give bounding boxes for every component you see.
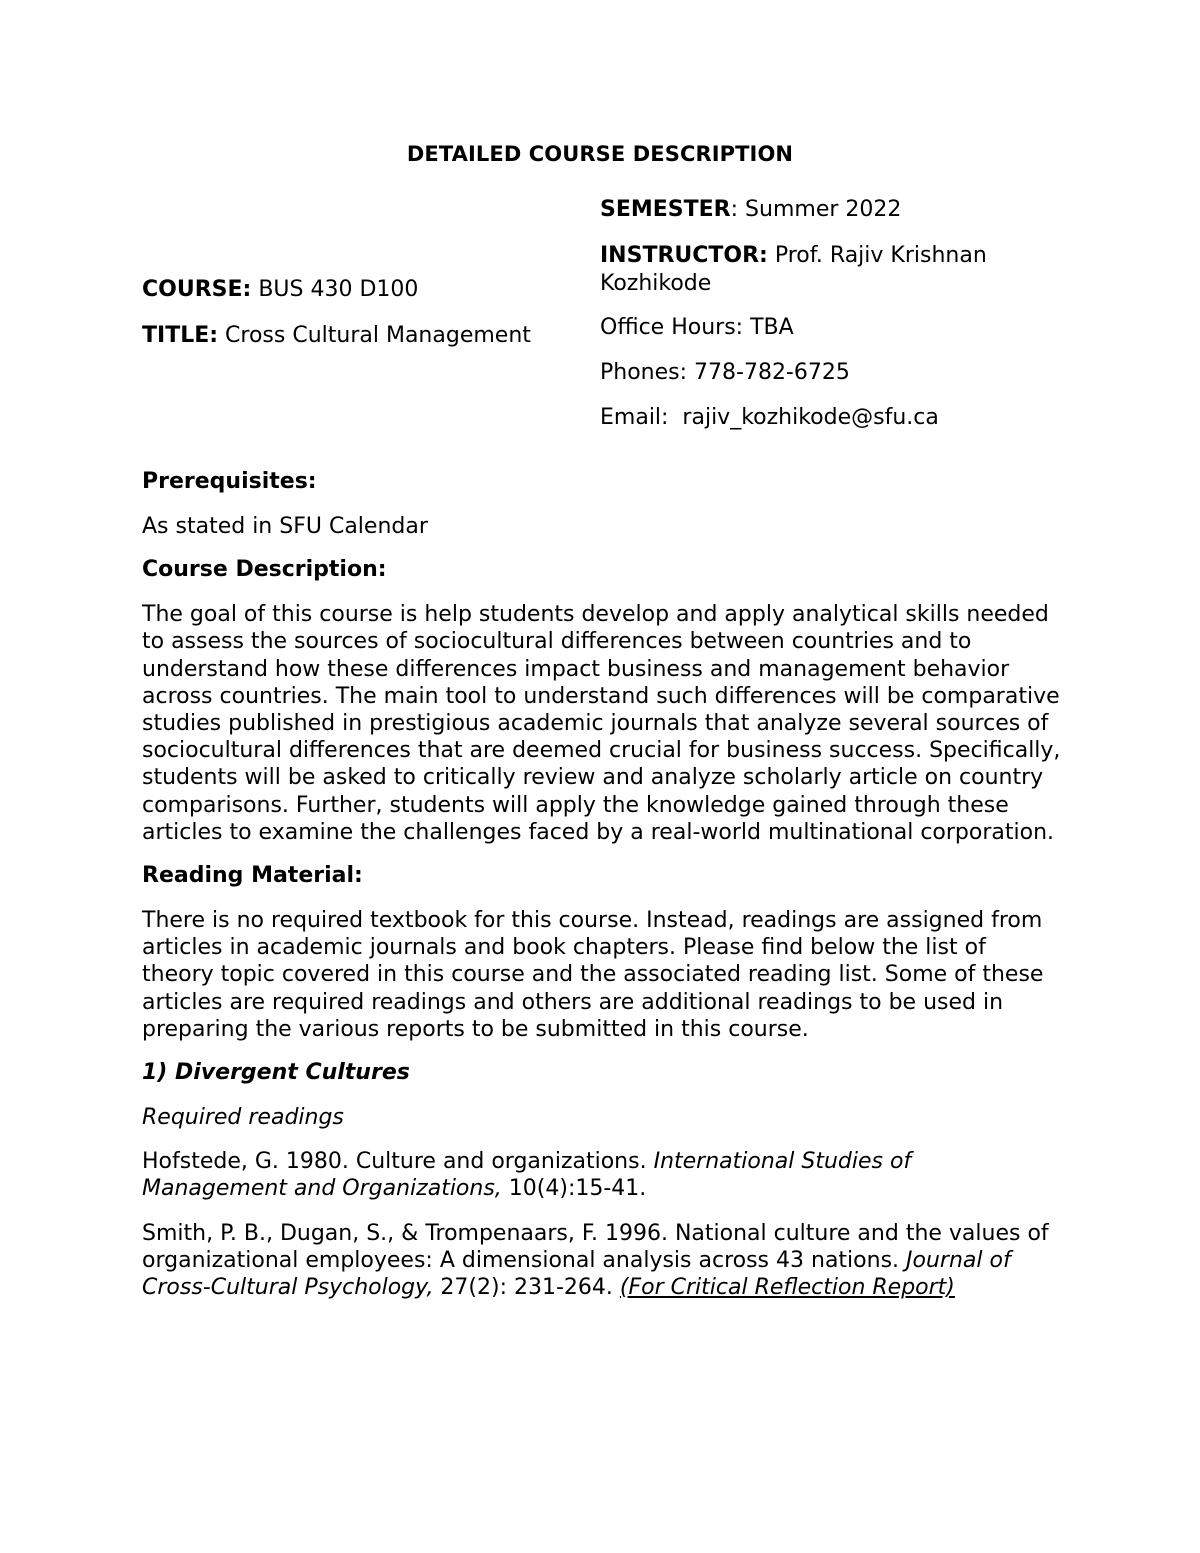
required-readings-subheading: Required readings [142,1105,344,1131]
semester-field [600,196,1060,224]
main-content [142,468,1062,1301]
reference-hofstede [142,1148,1062,1202]
title-field [142,322,582,350]
topic-1-heading: 1) Divergent Cultures [142,1060,410,1086]
instructor-value: Prof. Rajiv Krishnan Kozhikode [600,243,987,296]
phones: Phones: 778-782-6725 [600,360,850,385]
reading-material-heading: Reading Material: [142,863,363,889]
course-value: BUS 430 D100 [258,277,419,302]
prerequisites-heading: Prerequisites: [142,469,317,494]
email: Email: rajiv_kozhikode@sfu.ca [600,405,939,430]
course-label: COURSE: [142,277,252,302]
prerequisites-text: As stated in SFU Calendar [142,514,428,539]
document-title: DETAILED COURSE DESCRIPTION [406,142,794,166]
reference-text: Hofstede, G. 1980. Culture and organizations. [142,1149,654,1175]
semester-value: Summer 2022 [745,197,902,222]
semester-label: SEMESTER [600,197,731,222]
office-hours: Office Hours: TBA [600,315,794,340]
reference-smith [142,1220,1062,1302]
instructor-info-column [600,196,1060,432]
reference-volume: 27(2): 231-264. [433,1275,620,1301]
reading-material-text: There is no required textbook for this course. Instead, readings are assigned from articles in academic journals and book chapters. Please find below the list of theory topic covered in this course and the associated reading list. Some of these articles are required readings and others are additional readings to be used in preparing the various reports to be submitted in this course. [142,908,1044,1042]
critical-reflection-report-note: (For Critical Reflection Report) [619,1275,955,1301]
reference-journal: International Studies of Management and Organizations, [142,1149,912,1202]
title-label: TITLE: [142,323,219,348]
course-description-heading: Course Description: [142,557,387,583]
reference-text: Smith, P. B., Dugan, S., & Trompenaars, F. 1996. National culture and the values of organizational employees: A dimensional analysis across 43 nations. [142,1220,1049,1273]
instructor-label: INSTRUCTOR: [600,243,768,268]
course-description-text: The goal of this course is help students develop and apply analytical skills needed to assess the sources of sociocultural differences between countries and to understand how these differences impact business and management behavior across countries. The main tool to understand such differences will be comparative studies published in prestigious academic journals that analyze several sources of sociocultural differences that are deemed crucial for business success. Specifically, students will be asked to critically review and analyze scholarly article on country comparisons. Further, students will apply the knowledge gained through these articles to examine the challenges faced by a real-world multinational corporation. [142,602,1061,845]
semester-separator: : [730,197,739,222]
reference-journal: Journal of Cross-Cultural Psychology, [142,1247,1011,1301]
instructor-field [600,242,1060,298]
course-info-column [142,276,582,350]
reference-volume: 10(4):15-41. [501,1176,647,1202]
course-field [142,276,582,304]
title-value: Cross Cultural Management [225,323,531,348]
